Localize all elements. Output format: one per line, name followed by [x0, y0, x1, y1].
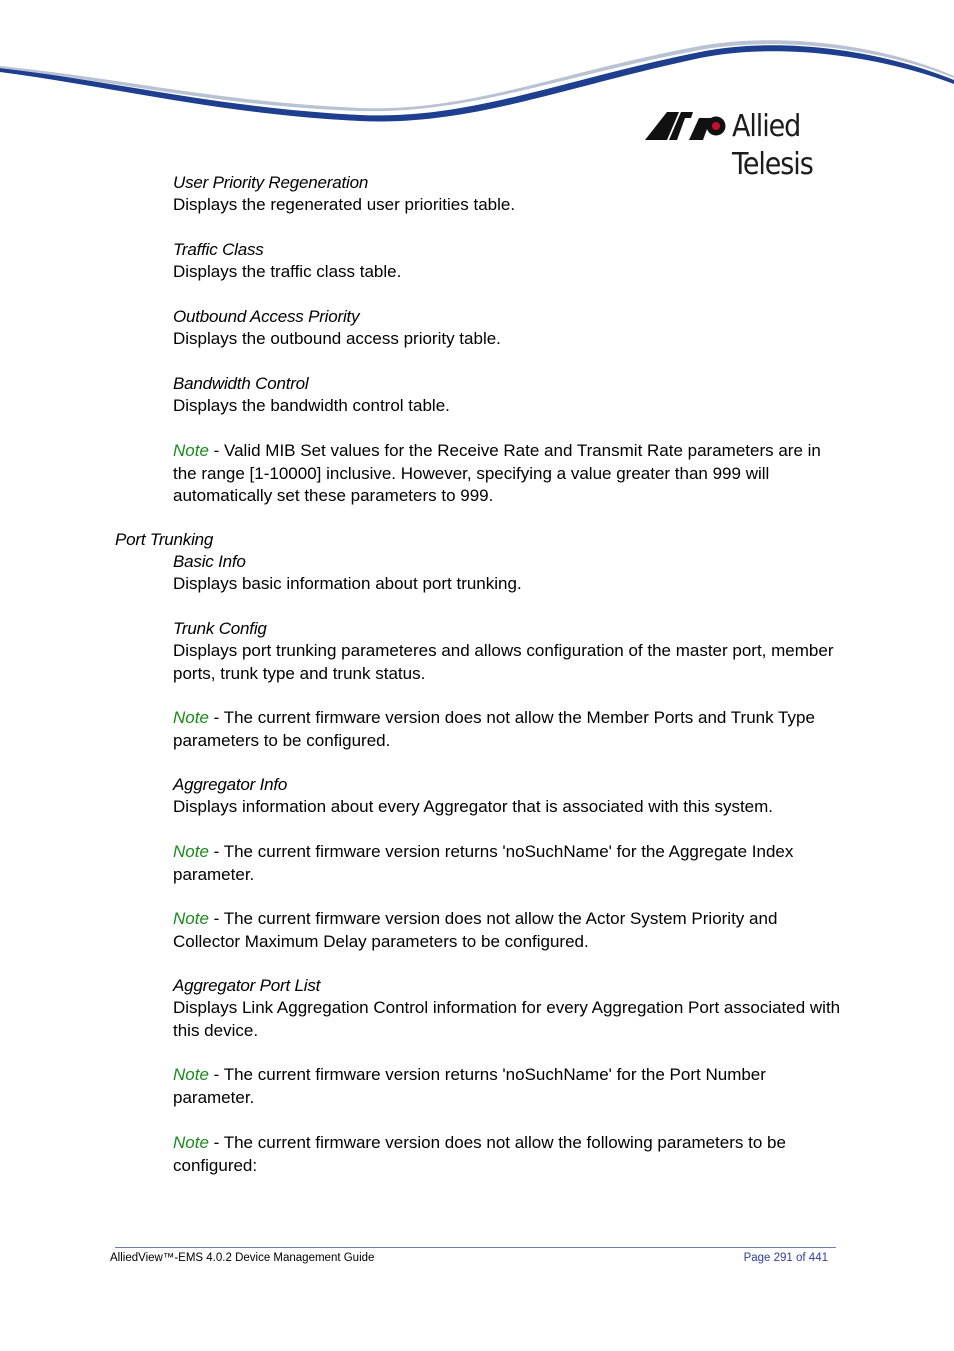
section-title: User Priority Regeneration — [173, 173, 369, 192]
section-traffic-class — [173, 239, 843, 284]
section-bandwidth-control — [173, 373, 843, 418]
section-text: Displays port trunking parameteres and allows configuration of the master port, member ports, trunk type and trunk status. — [173, 641, 834, 683]
note-member-ports — [173, 707, 843, 752]
note-actor-system-priority — [173, 908, 843, 953]
section-title: Bandwidth Control — [173, 374, 309, 393]
section-text: Displays basic information about port trunking. — [173, 574, 522, 593]
allied-telesis-mark-icon — [645, 112, 727, 140]
note-text: - The current firmware version returns 'noSuchName' for the Port Number parameter. — [173, 1065, 766, 1107]
footer-doc-title: AlliedView™-EMS 4.0.2 Device Management Guide — [110, 1252, 375, 1264]
section-basic-info — [173, 551, 843, 596]
section-text: Displays the regenerated user priorities table. — [173, 195, 516, 214]
note-label: Note — [173, 708, 209, 727]
section-title: Aggregator Port List — [173, 976, 321, 995]
footer-page-number: Page 291 of 441 — [743, 1252, 828, 1264]
section-text: Displays information about every Aggregator that is associated with this system. — [173, 797, 774, 816]
section-text: Displays the traffic class table. — [173, 262, 402, 281]
section-aggregator-info — [173, 774, 843, 819]
note-label: Note — [173, 1133, 209, 1152]
note-text: - The current firmware version does not allow the Member Ports and Trunk Type parameters to be configured. — [173, 708, 815, 750]
section-title: Basic Info — [173, 552, 246, 571]
note-label: Note — [173, 842, 209, 861]
note-text: - The current firmware version returns 'noSuchName' for the Aggregate Index parameter. — [173, 842, 794, 884]
port-trunking-heading: Port Trunking — [115, 530, 214, 549]
note-port-number — [173, 1064, 843, 1109]
section-title: Trunk Config — [173, 619, 267, 638]
allied-telesis-logo — [645, 108, 905, 182]
section-title: Traffic Class — [173, 240, 264, 259]
note-text: - The current firmware version does not allow the following parameters to be configured: — [173, 1133, 786, 1175]
section-user-priority-regeneration — [173, 172, 843, 217]
note-following-parameters — [173, 1132, 843, 1177]
section-trunk-config — [173, 618, 843, 685]
section-title: Aggregator Info — [173, 775, 288, 794]
section-outbound-access-priority — [173, 306, 843, 351]
note-text: - Valid MIB Set values for the Receive Rate and Transmit Rate parameters are in the range [1-10000] inclusive. However, specifying a value greater than 999 will automatically set these parameters to 999. — [173, 441, 821, 505]
section-text: Displays Link Aggregation Control information for every Aggregation Port associated with this device. — [173, 998, 841, 1040]
note-label: Note — [173, 441, 209, 460]
brand-name: Allied Telesis — [732, 109, 813, 182]
section-title: Outbound Access Priority — [173, 307, 360, 326]
section-text: Displays the outbound access priority table. — [173, 329, 501, 348]
note-aggregate-index — [173, 841, 843, 886]
note-receive-transmit-rate — [173, 440, 843, 508]
footer-rule — [115, 1247, 836, 1248]
note-text: - The current firmware version does not allow the Actor System Priority and Collector Maximum Delay parameters to be configured. — [173, 909, 778, 951]
note-label: Note — [173, 909, 209, 928]
section-aggregator-port-list — [173, 975, 843, 1042]
note-label: Note — [173, 1065, 209, 1084]
section-text: Displays the bandwidth control table. — [173, 396, 450, 415]
